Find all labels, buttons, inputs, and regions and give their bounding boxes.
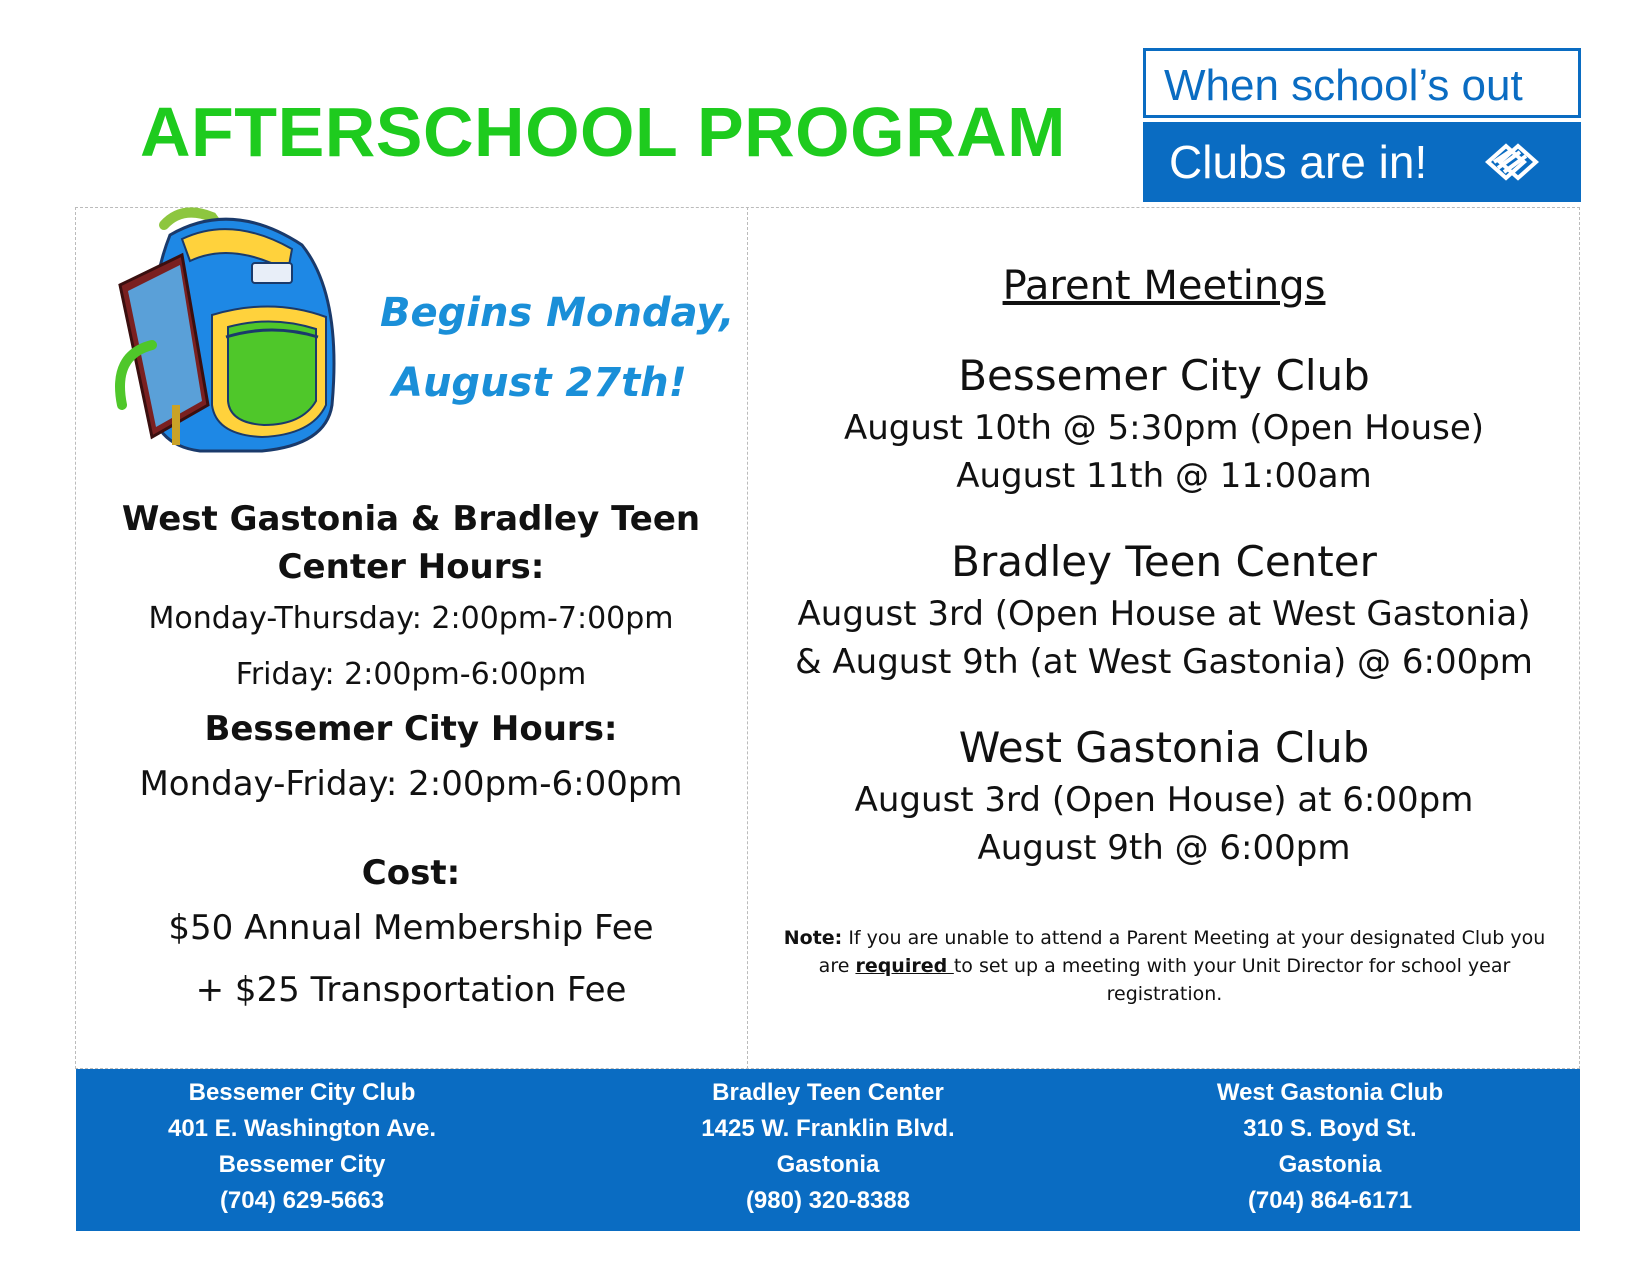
meeting-date-2: August 11th @ 11:00am xyxy=(956,456,1372,496)
start-date-line1: Begins Monday, xyxy=(380,290,735,336)
location-city: Gastonia xyxy=(776,1151,880,1178)
bgc-logo-sub: OF GREATER GASTON xyxy=(1470,221,1548,228)
wg-hours-friday: Friday: 2:00pm-6:00pm xyxy=(235,657,587,692)
location-phone: (980) 320-8388 xyxy=(745,1187,911,1214)
wg-hours-heading-2: Center Hours: xyxy=(277,547,545,587)
cost-membership: $50 Annual Membership Fee xyxy=(168,908,654,948)
meeting-date-2: & August 9th (at West Gastonia) @ 6:00pm xyxy=(795,642,1533,682)
parent-meetings-title: Parent Meetings xyxy=(1002,263,1326,309)
backpack-icon xyxy=(112,205,352,465)
bgc-hands-icon xyxy=(1474,138,1544,184)
location-name: Bradley Teen Center xyxy=(712,1079,944,1106)
meeting-club-name: Bradley Teen Center xyxy=(951,537,1377,586)
meeting-date-1: August 10th @ 5:30pm (Open House) xyxy=(843,408,1485,448)
location-name: Bessemer City Club xyxy=(188,1079,416,1106)
meeting-date-1: August 3rd (Open House) at 6:00pm xyxy=(854,780,1474,820)
badge-tagline-bottom xyxy=(1143,122,1581,228)
location-address: 1425 W. Franklin Blvd. xyxy=(701,1115,955,1142)
note-text-2: to set up a meeting with your Unit Director for school year registration. xyxy=(953,955,1511,1005)
location-phone: (704) 864-6171 xyxy=(1247,1187,1413,1214)
footer-locations xyxy=(76,1069,1580,1231)
parent-meetings xyxy=(748,258,1580,906)
location-city: Bessemer City xyxy=(218,1151,386,1178)
header-badge xyxy=(1143,48,1581,228)
meeting-bradley-teen xyxy=(748,534,1580,686)
badge-tagline-top: When school’s out xyxy=(1143,48,1581,118)
cost-heading: Cost: xyxy=(361,853,461,893)
badge-tagline-text: Clubs are in! xyxy=(1169,136,1428,188)
meeting-club-name: West Gastonia Club xyxy=(958,723,1370,772)
location-address: 401 E. Washington Ave. xyxy=(167,1115,437,1142)
meeting-date-2: August 9th @ 6:00pm xyxy=(977,828,1351,868)
start-date-line2: August 27th! xyxy=(392,360,687,406)
meeting-date-1: August 3rd (Open House at West Gastonia) xyxy=(797,594,1531,634)
location-address: 310 S. Boyd St. xyxy=(1243,1115,1417,1142)
note-required: required xyxy=(855,955,954,977)
footer-location-bessemer xyxy=(92,1075,512,1219)
note-label: Note: xyxy=(783,927,843,949)
meeting-west-gastonia xyxy=(748,720,1580,872)
meeting-bessemer-city xyxy=(748,348,1580,500)
start-date-callout xyxy=(380,278,740,418)
cost-transportation: + $25 Transportation Fee xyxy=(195,970,627,1010)
bgc-logo xyxy=(1445,128,1573,228)
page-title: AFTERSCHOOL PROGRAM xyxy=(140,93,1066,171)
meeting-club-name: Bessemer City Club xyxy=(958,351,1370,400)
note-text-1: If you are unable to attend a Parent Meeting at your designated Club you are xyxy=(818,927,1546,977)
registration-note xyxy=(772,924,1557,1008)
location-name: West Gastonia Club xyxy=(1216,1079,1444,1106)
location-phone: (704) 629-5663 xyxy=(219,1187,385,1214)
location-city: Gastonia xyxy=(1278,1151,1382,1178)
bc-hours: Monday-Friday: 2:00pm-6:00pm xyxy=(139,764,683,804)
wg-hours-heading-1: West Gastonia & Bradley Teen xyxy=(121,499,701,539)
bc-hours-heading: Bessemer City Hours: xyxy=(204,709,618,749)
footer-location-west-gastonia xyxy=(1120,1075,1540,1219)
hours-and-cost xyxy=(76,495,746,1021)
wg-hours-weekday: Monday-Thursday: 2:00pm-7:00pm xyxy=(148,601,674,636)
bgc-logo-name: BOYS & GIRLS CLUBS xyxy=(1449,209,1569,221)
footer-location-bradley xyxy=(618,1075,1038,1219)
